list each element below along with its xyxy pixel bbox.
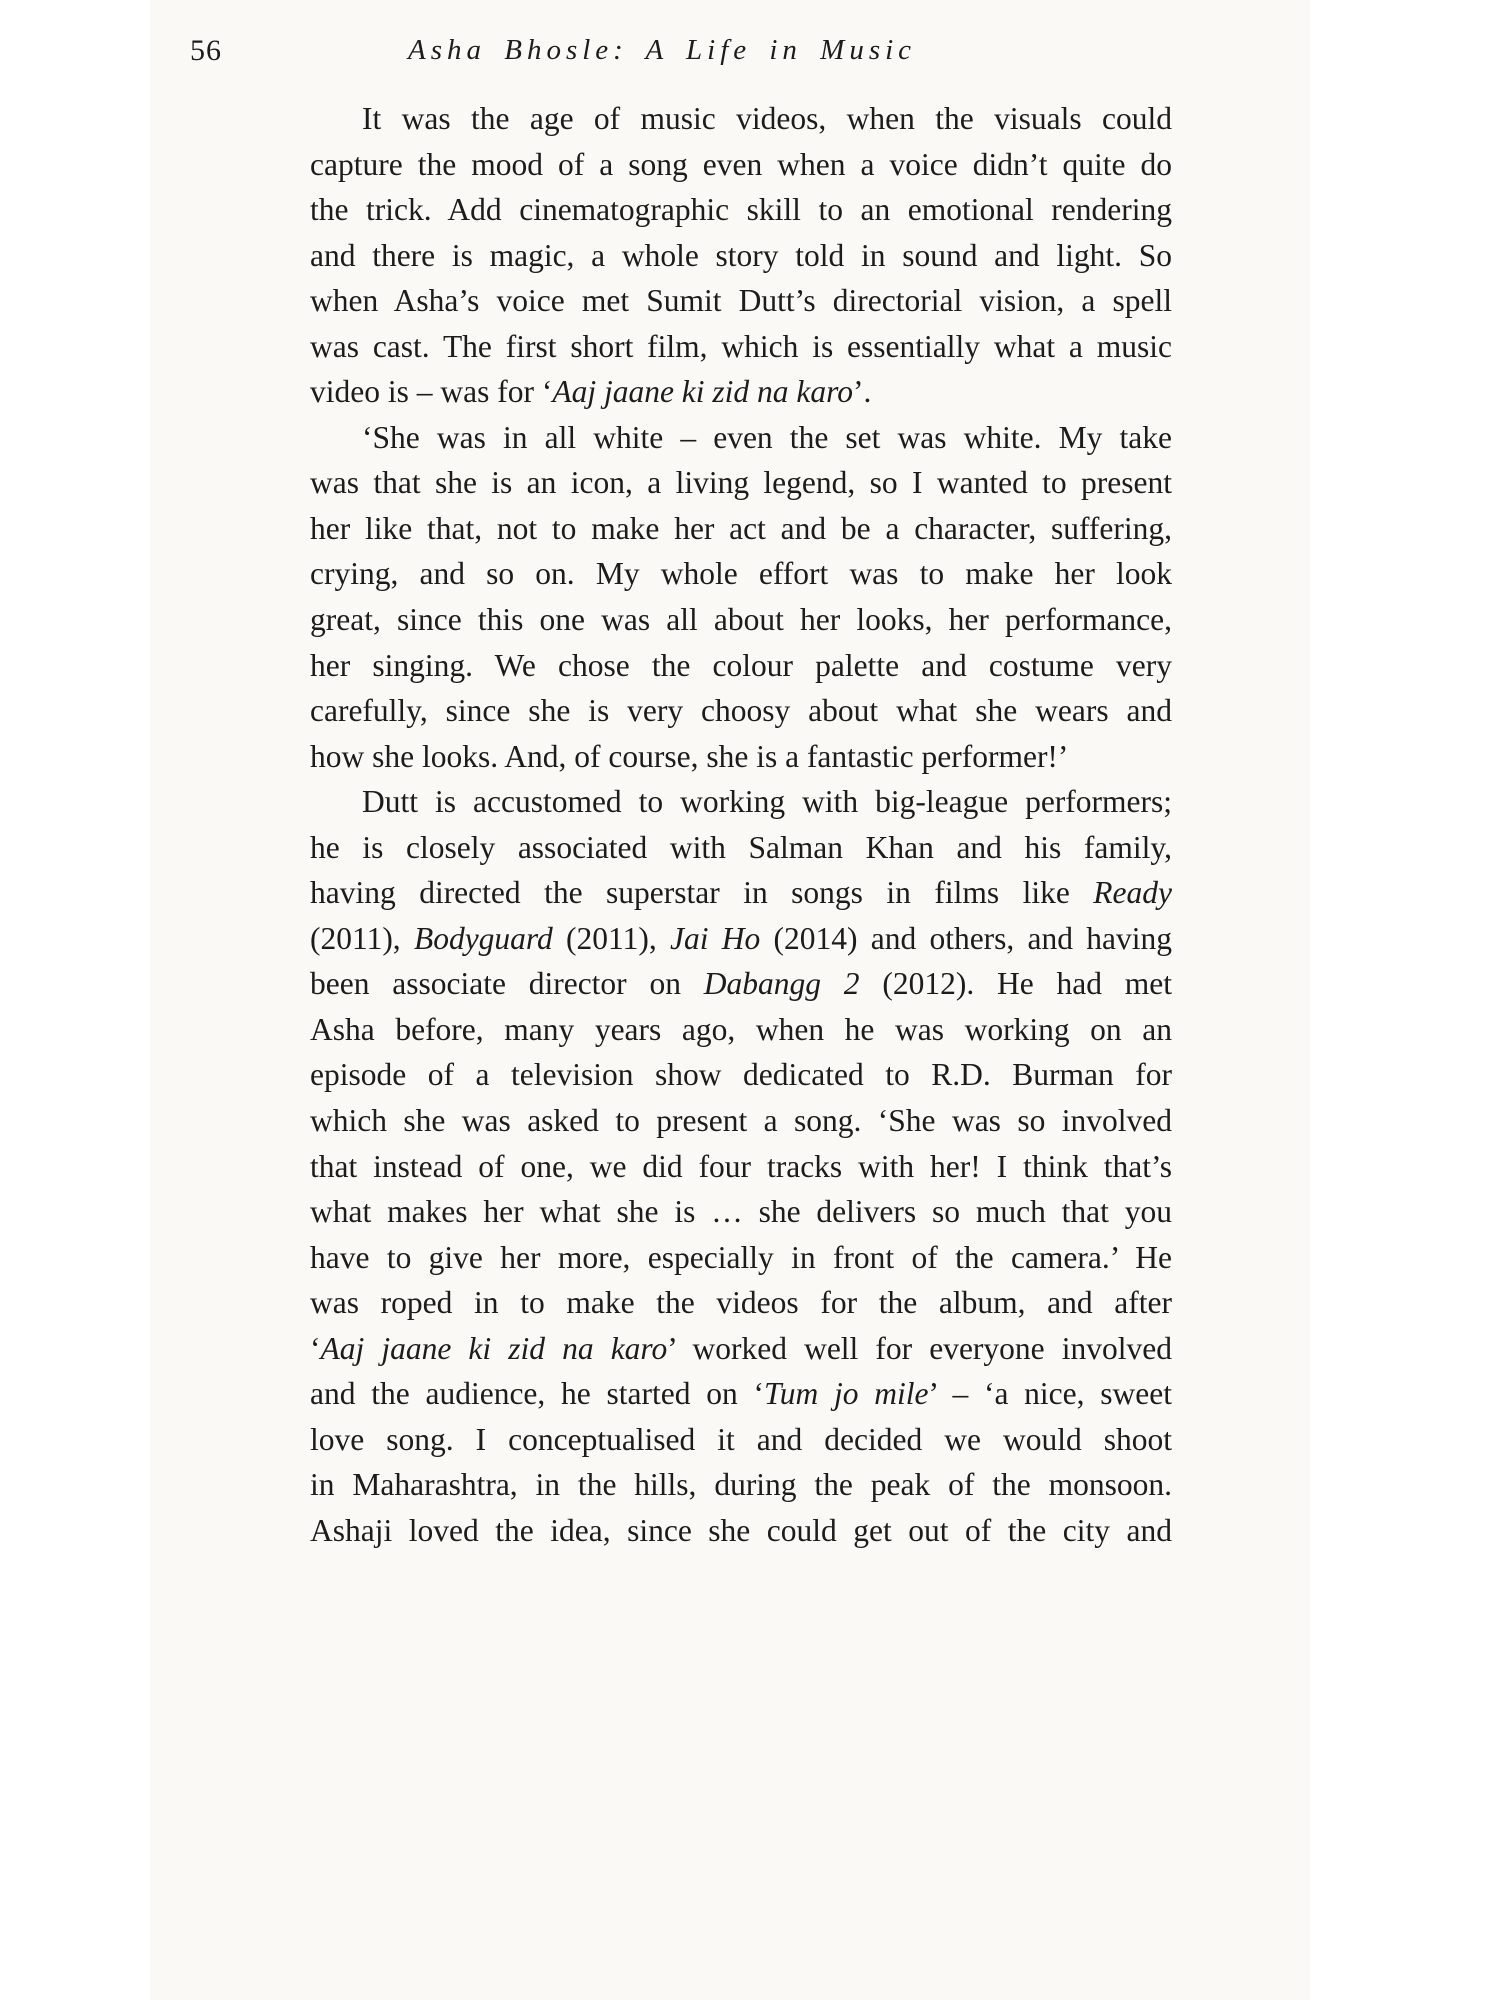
text-line bbox=[310, 460, 1172, 506]
italic-title-text: Jai Ho bbox=[669, 920, 761, 956]
text-segment: Asha before, many years ago, when he was working on an bbox=[310, 1011, 1172, 1047]
text-segment: Ashaji loved the idea, since she could get out of the city and bbox=[310, 1512, 1172, 1548]
text-line bbox=[310, 1052, 1172, 1098]
text-line bbox=[310, 1417, 1172, 1463]
text-segment: (2011), bbox=[552, 920, 670, 956]
text-line bbox=[310, 506, 1172, 552]
text-segment: in Maharashtra, in the hills, during the peak of the monsoon. bbox=[310, 1467, 1172, 1503]
text-line bbox=[310, 551, 1172, 597]
italic-title-text: Tum jo mile bbox=[764, 1376, 929, 1412]
text-segment: ‘ bbox=[310, 1330, 321, 1366]
text-segment: love song. I conceptualised it and decided we would shoot bbox=[310, 1421, 1172, 1457]
text-line bbox=[310, 142, 1172, 188]
text-segment: her like that, not to make her act and be a character, suffering, bbox=[310, 510, 1172, 546]
text-line bbox=[310, 1508, 1172, 1554]
text-segment: ’. bbox=[853, 374, 872, 410]
text-segment: ’ – ‘a nice, sweet bbox=[928, 1376, 1172, 1412]
text-line bbox=[310, 187, 1172, 233]
text-line bbox=[310, 779, 1172, 825]
text-segment: her singing. We chose the colour palette and costume very bbox=[310, 647, 1172, 683]
text-segment: (2014) and others, and having bbox=[760, 920, 1173, 956]
text-line bbox=[310, 1144, 1172, 1190]
text-segment: what makes her what she is … she delivers so much that you bbox=[310, 1194, 1172, 1230]
text-segment: Dutt is accustomed to working with big-league performers; bbox=[362, 784, 1172, 820]
text-line bbox=[310, 916, 1172, 962]
text-line bbox=[310, 415, 1172, 461]
text-segment: was cast. The first short film, which is essentially what a music bbox=[310, 328, 1172, 364]
text-segment: capture the mood of a song even when a voice didn’t quite do bbox=[310, 146, 1172, 182]
text-segment: that instead of one, we did four tracks with her! I think that’s bbox=[310, 1148, 1172, 1184]
text-line bbox=[310, 278, 1172, 324]
text-line bbox=[310, 1326, 1172, 1372]
text-line bbox=[310, 324, 1172, 370]
text-line bbox=[310, 643, 1172, 689]
book-title: Asha Bhosle: A Life in Music bbox=[408, 34, 917, 66]
text-segment: It was the age of music videos, when the visuals could bbox=[362, 101, 1172, 136]
page-number: 56 bbox=[190, 34, 222, 67]
text-segment: when Asha’s voice met Sumit Dutt’s directorial vision, a spell bbox=[310, 283, 1172, 319]
text-segment: how she looks. And, of course, she is a fantastic performer!’ bbox=[310, 738, 1069, 774]
text-line bbox=[310, 870, 1172, 916]
italic-title-text: Dabangg 2 bbox=[703, 966, 860, 1002]
text-segment: episode of a television show dedicated to R.D. Burman for bbox=[310, 1057, 1172, 1093]
text-line bbox=[310, 1462, 1172, 1508]
text-line bbox=[310, 1098, 1172, 1144]
text-line bbox=[310, 688, 1172, 734]
text-segment: ‘She was in all white – even the set was white. My take bbox=[362, 419, 1172, 455]
text-segment: was roped in to make the videos for the album, and after bbox=[310, 1285, 1172, 1321]
text-line bbox=[310, 825, 1172, 871]
text-line bbox=[310, 961, 1172, 1007]
text-line bbox=[310, 597, 1172, 643]
text-line bbox=[310, 734, 1172, 780]
italic-title-text: Aaj jaane ki zid na karo bbox=[552, 374, 853, 410]
running-head bbox=[190, 34, 1285, 74]
text-segment: the trick. Add cinematographic skill to an emotional rendering bbox=[310, 192, 1172, 228]
body-text bbox=[310, 96, 1172, 1554]
text-segment: great, since this one was all about her looks, her performance, bbox=[310, 602, 1172, 638]
text-segment: carefully, since she is very choosy about what she wears and bbox=[310, 693, 1172, 729]
text-line bbox=[310, 1235, 1172, 1281]
text-line bbox=[310, 1007, 1172, 1053]
text-segment: he is closely associated with Salman Khan and his family, bbox=[310, 829, 1172, 865]
text-segment: which she was asked to present a song. ‘She was so involved bbox=[310, 1103, 1172, 1139]
text-segment: was that she is an icon, a living legend, so I wanted to present bbox=[310, 465, 1172, 501]
italic-title-text: Ready bbox=[1093, 875, 1172, 911]
text-line bbox=[310, 1189, 1172, 1235]
italic-title-text: Aaj jaane ki zid na karo bbox=[320, 1330, 668, 1366]
text-segment: and there is magic, a whole story told in sound and light. So bbox=[310, 237, 1172, 273]
italic-title-text: Bodyguard bbox=[413, 920, 553, 956]
text-line bbox=[310, 1280, 1172, 1326]
text-segment: and the audience, he started on ‘ bbox=[310, 1376, 764, 1412]
text-segment: have to give her more, especially in front of the camera.’ He bbox=[310, 1239, 1172, 1275]
book-page bbox=[150, 0, 1310, 2000]
text-segment: video is – was for ‘ bbox=[310, 374, 553, 410]
text-line bbox=[310, 369, 1172, 415]
text-segment: crying, and so on. My whole effort was to make her look bbox=[310, 556, 1172, 592]
text-segment: having directed the superstar in songs in films like bbox=[310, 875, 1094, 911]
text-segment: (2012). He had met bbox=[859, 966, 1172, 1002]
text-segment: been associate director on bbox=[310, 966, 704, 1002]
text-line bbox=[310, 96, 1172, 142]
text-segment: ’ worked well for everyone involved bbox=[667, 1330, 1172, 1366]
text-line bbox=[310, 233, 1172, 279]
text-line bbox=[310, 1371, 1172, 1417]
text-segment: (2011), bbox=[310, 920, 414, 956]
